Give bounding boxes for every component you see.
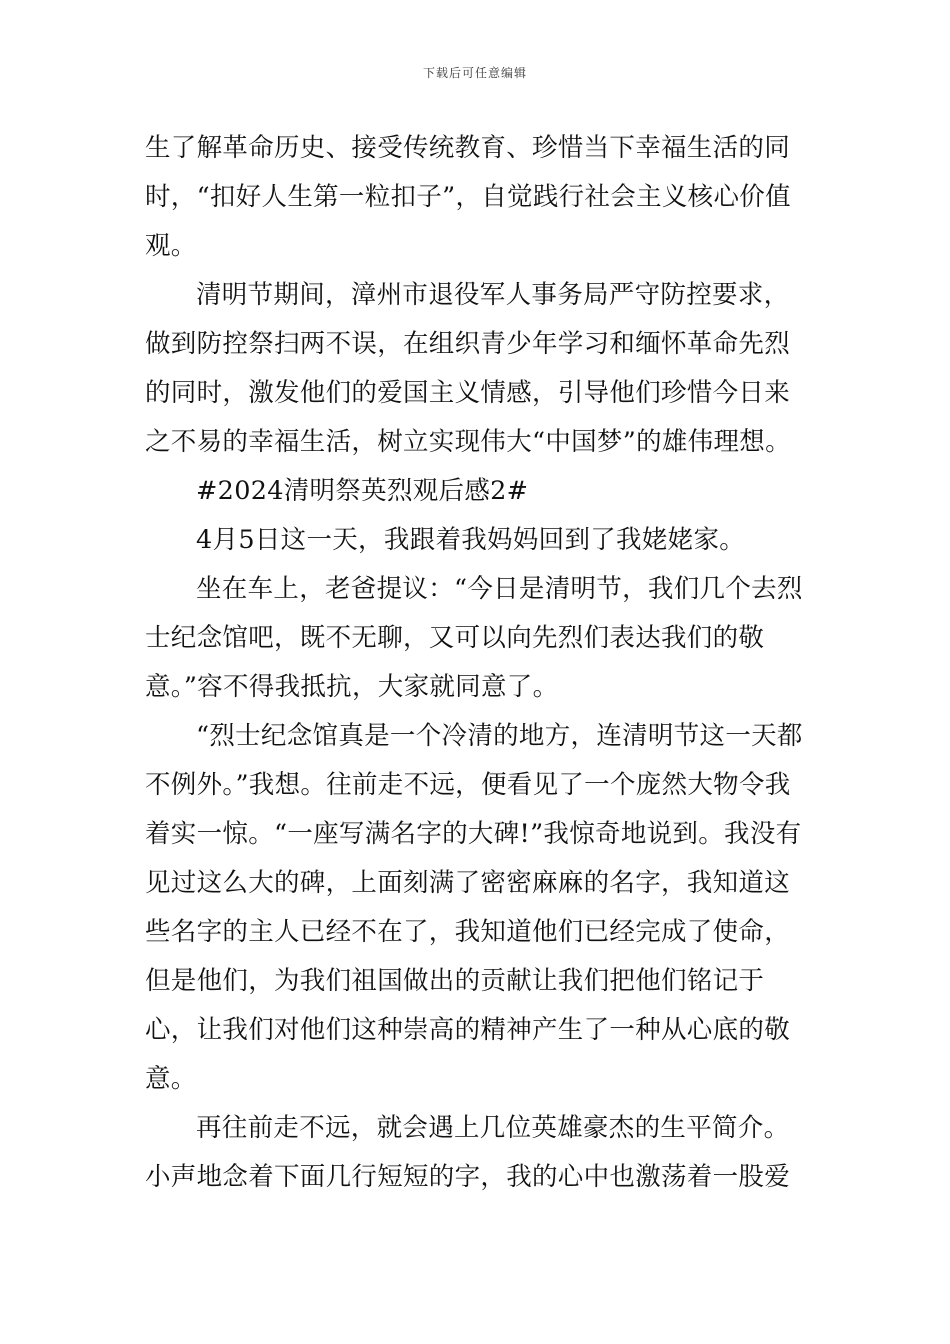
- paragraph-qingming-measures: 清明节期间，漳州市退役军人事务局严守防控要求，做到防控祭扫两不误，在组织青少年学习和缅怀革命先烈的同时，激发他们的爱国主义情感，引导他们珍惜今日来之不易的幸福生活，树立实现伟大“中国梦”的雄伟理想。: [145, 280, 791, 457]
- paragraph-continuation: 生了解革命历史、接受传统教育、珍惜当下幸福生活的同时，“扣好人生第一粒扣子”，自觉践行社会主义核心价值观。: [145, 133, 791, 261]
- document-body: [145, 124, 810, 1202]
- paragraph-date: 4月5日这一天，我跟着我妈妈回到了我姥姥家。: [196, 525, 746, 555]
- page-header: 下载后可任意编辑: [422, 66, 527, 80]
- paragraph-car-suggestion: 坐在车上，老爸提议：“今日是清明节，我们几个去烈士纪念馆吧，既不无聊，又可以向先烈们表达我们的敬意。”容不得我抵抗，大家就同意了。: [145, 574, 803, 702]
- paragraph-memorial-hall: “烈士纪念馆真是一个冷清的地方，连清明节这一天都不例外。”我想。往前走不远，便看见了一个庞然大物令我着实一惊。“一座写满名字的大碑!”我惊奇地说到。我没有见过这么大的碑，上面刻满了密密麻麻的名字，我知道这些名字的主人已经不在了，我知道他们已经完成了使命，但是他们，为我们祖国做出的贡献让我们把他们铭记于心，让我们对他们这种崇高的精神产生了一种从心底的敬意。: [145, 721, 803, 1094]
- paragraph-hero-bios: 再往前走不远，就会遇上几位英雄豪杰的生平简介。小声地念着下面几行短短的字，我的心中也激荡着一股爱: [145, 1113, 791, 1192]
- section-heading: #2024清明祭英烈观后感2#: [196, 476, 529, 506]
